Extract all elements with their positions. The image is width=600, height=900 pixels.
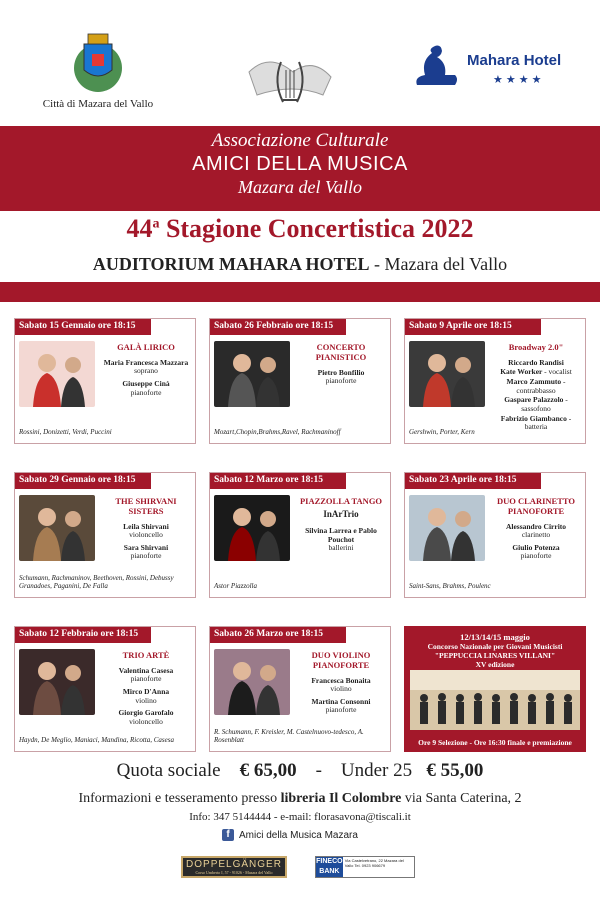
- performer-role: pianoforte: [130, 674, 162, 684]
- city-crest-icon: [70, 28, 126, 94]
- performer-role: - vocalist: [544, 367, 572, 377]
- performer-role: violino: [135, 695, 157, 705]
- concert-composers: Haydn, De Meglio, Maniaci, Mandina, Ricotta, Casesa: [19, 736, 174, 745]
- performer-name: Kate Worker: [500, 367, 543, 377]
- association-banner: [0, 126, 600, 211]
- performer-name: Leila Shirvani: [123, 521, 169, 531]
- performer: [489, 368, 583, 377]
- concert-card: [14, 472, 196, 598]
- concert-card: [209, 472, 391, 598]
- performer-name: Martina Consonni: [311, 696, 371, 706]
- performer-role: clarinetto: [521, 530, 551, 540]
- concert-card: [14, 626, 196, 752]
- performer-role: pianoforte: [325, 376, 357, 386]
- concert-composers: Mozart,Chopin,Brahms,Ravel, Rachmaninoff: [214, 428, 341, 437]
- performer-name: Silvina Larrea e Pablo Pouchot: [305, 526, 377, 544]
- performer-role: violino: [330, 684, 352, 694]
- concert-date: Sabato 12 Febbraio ore 18:15: [15, 627, 151, 643]
- association-line2: AMICI DELLA MUSICA: [192, 153, 408, 175]
- performer-role: pianoforte: [520, 551, 552, 561]
- performer: [489, 359, 583, 368]
- performer-name: Giuseppe Cinà: [122, 379, 170, 389]
- association-line3: Mazara del Vallo: [238, 177, 362, 197]
- concert-title: DUO VIOLINO PIANOFORTE: [311, 650, 371, 670]
- concert-photo: [19, 495, 95, 561]
- concert-composers: Saint-Sans, Brahms, Poulenc: [409, 582, 491, 591]
- concert-title: THE SHIRVANI SISTERS: [115, 496, 177, 516]
- concert-card: [404, 318, 586, 444]
- concert-title: Broadway 2.0": [508, 342, 564, 352]
- city-caption: Città di Mazara del Vallo: [42, 98, 154, 110]
- concorso-line3: XV edizione: [475, 660, 515, 669]
- performer-name: Marco Zammuto: [506, 377, 562, 387]
- performer-name: Riccardo Randisi: [508, 357, 564, 367]
- performer: [489, 396, 583, 413]
- fineco-address: Via Castelvetrano, 22 Mazara del Vallo Tel. 0923 906679: [344, 858, 404, 868]
- concert-title: GALÀ LIRICO: [117, 342, 175, 352]
- concert-info: [294, 343, 388, 390]
- concert-photo: [19, 649, 95, 715]
- concert-subtitle: InArTrio: [323, 508, 359, 519]
- concert-composers: Astor Piazzolla: [214, 582, 257, 591]
- performer-role: pianoforte: [325, 705, 357, 715]
- performer-name: Fabrizio Giambanco: [500, 413, 567, 423]
- concert-photo: [19, 341, 95, 407]
- performer-role: - batteria: [524, 413, 572, 432]
- performer-name: Gaspare Palazzolo: [504, 395, 564, 405]
- performer-role: violoncello: [129, 530, 163, 540]
- facebook-icon: f: [222, 829, 234, 841]
- hotel-logo: [415, 42, 575, 92]
- lyre-logo-icon: [243, 52, 337, 108]
- performer-name: Maria Francesca Mazzara: [103, 357, 189, 367]
- performer-name: Pietro Bonfilio: [317, 367, 365, 377]
- header-logos: [0, 0, 600, 125]
- fineco-logo: FINECO BANK: [316, 858, 343, 875]
- performer-role: ballerini: [328, 543, 354, 553]
- sponsor-fineco: [315, 856, 415, 878]
- concert-date: Sabato 26 Febbraio ore 18:15: [210, 319, 346, 335]
- performer-name: Alessandro Cirrito: [505, 521, 567, 531]
- concert-photo: [409, 341, 485, 407]
- concorso-line2: "PEPPUCCIA LINARES VILLANI": [434, 651, 556, 660]
- performer-name: Sara Shirvani: [123, 542, 169, 552]
- venue-title: AUDITORIUM MAHARA HOTEL - Mazara del Vallo: [92, 254, 508, 274]
- concorso-card: [404, 626, 586, 752]
- performer-name: Valentina Casesa: [118, 665, 174, 675]
- performer-role: - contrabbasso: [516, 377, 566, 395]
- concert-info: [489, 343, 583, 433]
- concorso-dates: 12/13/14/15 maggio: [460, 632, 530, 642]
- performer-name: Giulio Potenza: [512, 542, 560, 552]
- hotel-figure-icon: [415, 42, 463, 92]
- concert-title: DUO CLARINETTO PIANOFORTE: [496, 496, 575, 516]
- concert-card: [209, 318, 391, 444]
- concert-composers: Rossini, Donizetti, Verdi, Puccini: [19, 428, 112, 437]
- concert-info: [294, 651, 388, 719]
- concert-title: PIAZZOLLA TANGO: [299, 496, 383, 506]
- concert-date: Sabato 15 Gennaio ore 18:15: [15, 319, 151, 335]
- concert-photo: [214, 649, 290, 715]
- concert-info: [489, 497, 583, 565]
- facebook-link[interactable]: [222, 829, 358, 841]
- concorso-line1: Concorso Nazionale per Giovani Musicisti: [427, 642, 563, 651]
- concert-card: [209, 626, 391, 752]
- concert-date: Sabato 29 Gennaio ore 18:15: [15, 473, 151, 489]
- performer-name: Francesca Bonaita: [311, 675, 371, 685]
- concert-composers: Gershwin, Porter, Kern: [409, 428, 475, 437]
- concorso-footer: Ore 9 Selezione - Ore 16:30 finale e premiazione: [418, 738, 572, 747]
- performer-role: - sassofono: [521, 395, 568, 413]
- concert-composers: Schumann, Rachmaninov, Beethoven, Rossini, Debussy Granadoes, Paganini, De Falla: [19, 573, 174, 591]
- concert-title: CONCERTO PIANISTICO: [315, 342, 367, 362]
- performer-name: Mirco D'Anna: [122, 687, 170, 697]
- performer-role: pianoforte: [130, 551, 162, 561]
- concert-info: [294, 497, 388, 557]
- performer-role: violoncello: [129, 716, 163, 726]
- concert-photo: [214, 495, 290, 561]
- concert-photo: [409, 495, 485, 561]
- performer-role: soprano: [134, 366, 158, 376]
- concert-info: [99, 651, 193, 731]
- hotel-name: Mahara Hotel: [467, 52, 562, 69]
- info-line: Informazioni e tesseramento presso libreria Il Colombre via Santa Caterina, 2: [78, 791, 522, 806]
- performer: [489, 378, 583, 395]
- concert-info: [99, 497, 193, 565]
- association-line1: Associazione Culturale: [211, 130, 389, 151]
- sponsor-doppelganger: DOPPELGÄNGER Corso Umberto I, 57 - 91026 - Mazara del Vallo: [181, 856, 287, 878]
- season-title: 44$^a$ Stagione Concertistica 2022: [126, 214, 474, 243]
- concert-composers: R. Schumann, F. Kreisler, M. Castelnuovo-tedesco, A. Rosenblatt: [214, 727, 364, 745]
- concorso-photo: [410, 670, 580, 730]
- concert-card: [404, 472, 586, 598]
- concert-title: TRIO ARTÈ: [122, 650, 170, 660]
- membership-fee: Quota sociale € 65,00 - Under 25 € 55,00: [116, 760, 484, 781]
- contact-line: Info: 347 5144444 - e-mail: florasavona@tiscali.it: [189, 811, 411, 823]
- concert-date: Sabato 26 Marzo ore 18:15: [210, 627, 346, 643]
- facebook-label: Amici della Musica Mazara: [239, 829, 358, 841]
- concert-date: Sabato 23 Aprile ore 18:15: [405, 473, 541, 489]
- concert-date: Sabato 9 Aprile ore 18:15: [405, 319, 541, 335]
- concert-date: Sabato 12 Marzo ore 18:15: [210, 473, 346, 489]
- hotel-stars: ★★★★: [493, 74, 545, 86]
- red-divider: [0, 282, 600, 302]
- performer-name: Giorgio Garofalo: [118, 708, 174, 718]
- concert-card: [14, 318, 196, 444]
- performer-role: pianoforte: [130, 387, 162, 397]
- concert-photo: [214, 341, 290, 407]
- concert-info: [99, 343, 193, 401]
